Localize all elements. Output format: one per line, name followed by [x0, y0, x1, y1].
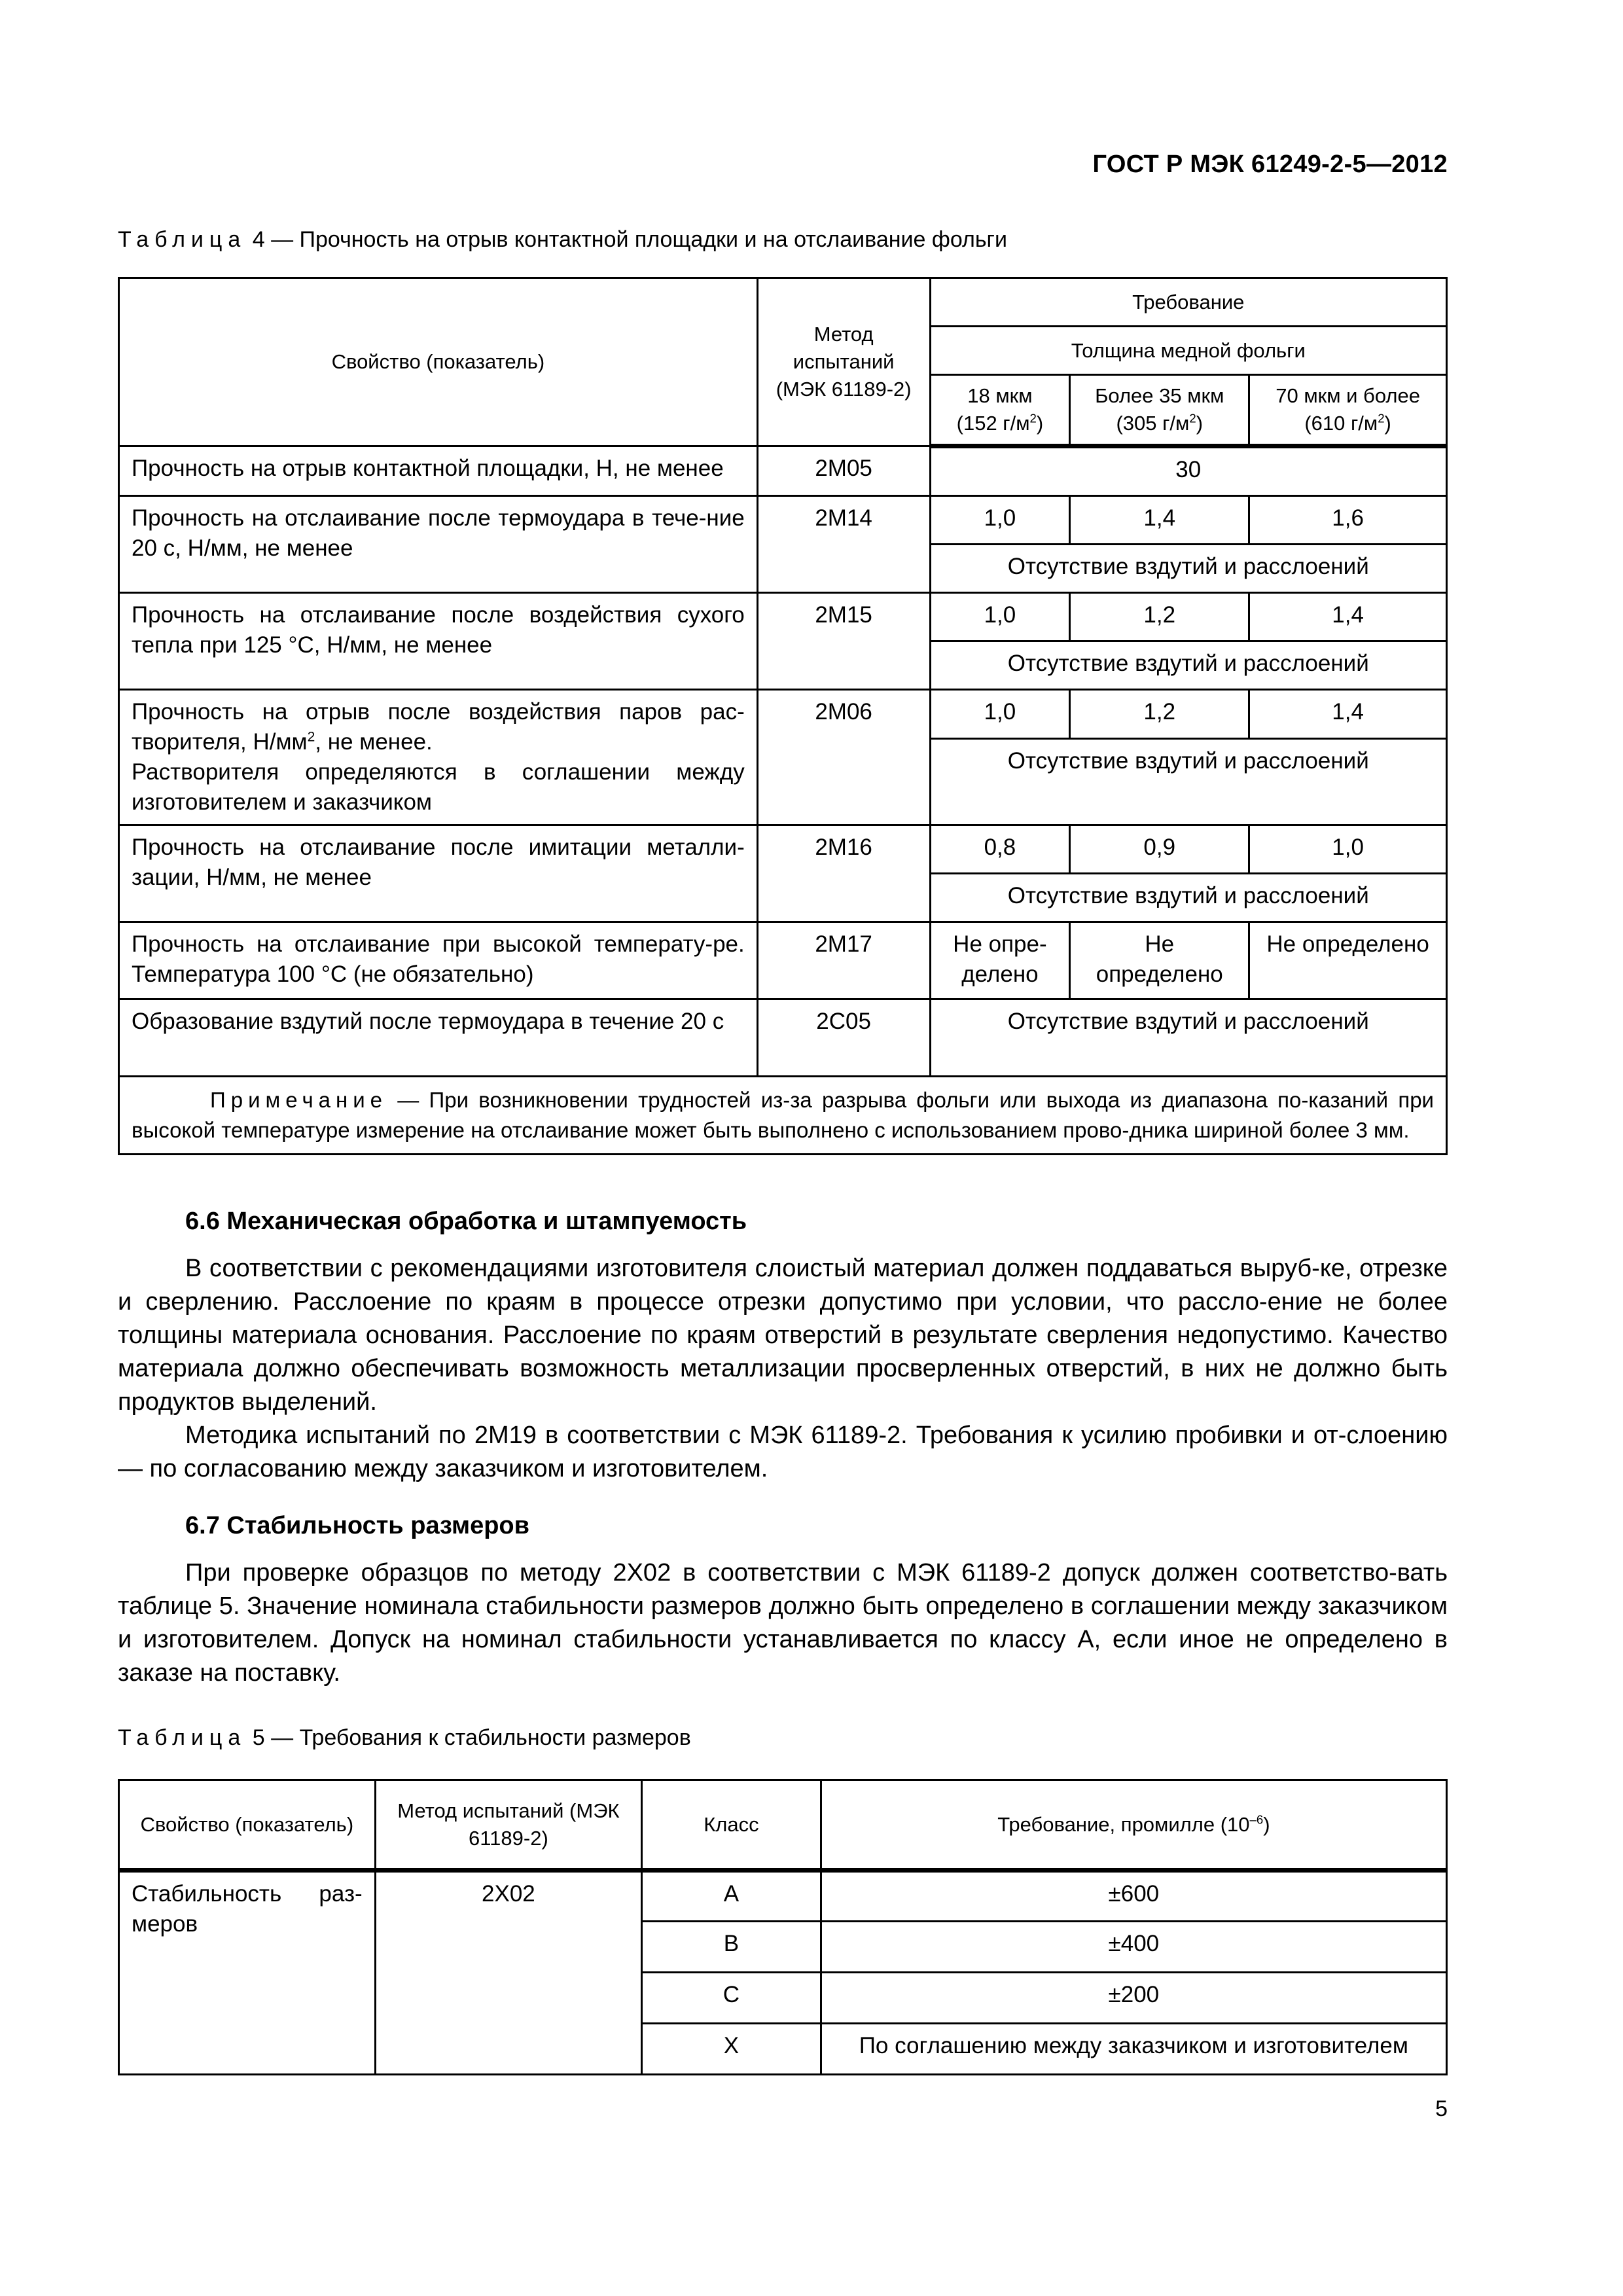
table-row — [119, 922, 1447, 999]
value-cell: ±600 — [821, 1871, 1446, 1922]
property-cell: Образование вздутий после термоудара в течение 20 с — [119, 999, 758, 1077]
method-cell: 2М14 — [757, 496, 930, 593]
class-cell: С — [642, 1973, 821, 2024]
method-cell: 2М16 — [757, 825, 930, 922]
method-cell: 2Х02 — [375, 1871, 641, 2075]
table5-caption-text: 5 — Требования к стабильности размеров — [246, 1725, 691, 1750]
value-cell: 0,9 — [1070, 825, 1249, 874]
value-cell: Отсутствие вздутий и расслоений — [930, 999, 1446, 1077]
table4-head-col3 — [1249, 375, 1447, 446]
value-cell: Не определено — [1070, 922, 1249, 999]
value-cell: Не опре-делено — [930, 922, 1070, 999]
table4 — [118, 277, 1448, 1155]
col2-line1: Более 35 мкм — [1095, 384, 1224, 407]
table5-caption-prefix: Таблица — [118, 1725, 247, 1750]
table5-head-requirement — [821, 1780, 1446, 1871]
section-6-6-paragraph-1: В соответствии с рекомендациями изготовителя слоистый материал должен поддаваться выруб-ке, отрезке и сверлению. Расслоение по краям в процессе отрезки допустимо при условии, что рассло-ение не более толщины материала основания. Расслоение по краям отверстий в результате сверления недопустимо. Качество материала должно обеспечивать возможность металлизации просверленных отверстий, в них не должно быть продуктов выделений. — [118, 1255, 1448, 1416]
property-text: Прочность на отрыв после воздействия паров рас-творителя, Н/мм — [132, 699, 745, 755]
section-6-6-title: 6.6 Механическая обработка и штампуемость — [185, 1208, 747, 1235]
col3-line1: 70 мкм и более — [1275, 384, 1420, 407]
value-cell: 1,6 — [1249, 496, 1447, 545]
value-cell: ±400 — [821, 1922, 1446, 1973]
table-row — [119, 690, 1447, 739]
method-cell: 2М17 — [757, 922, 930, 999]
value-cell: 1,0 — [930, 690, 1070, 739]
col3-close: ) — [1384, 412, 1391, 435]
col2-line2: (305 г/м — [1116, 412, 1190, 435]
requirement-text: Требование, промилле (10 — [997, 1812, 1250, 1836]
table-row — [119, 593, 1447, 641]
value-cell: 1,4 — [1249, 690, 1447, 739]
table4-caption-prefix: Таблица — [118, 227, 247, 252]
col2-close: ) — [1196, 412, 1204, 435]
page-number: 5 — [1435, 2096, 1448, 2121]
property-sup: 2 — [307, 729, 315, 745]
class-cell: В — [642, 1922, 821, 1973]
absence-cell: Отсутствие вздутий и расслоений — [930, 641, 1446, 690]
value-cell: 1,0 — [930, 496, 1070, 545]
table5-head-property: Свойство (показатель) — [119, 1780, 376, 1871]
note-text: — При возникновении трудностей из-за разрыва фольги или выхода из диапазона по-казаний при высокой температуре измерение на отслаивание может быть выполнено с использованием прово-дника шириной более 3 мм. — [132, 1088, 1434, 1142]
property-text: , не менее. — [315, 729, 433, 755]
property-cell: Прочность на отслаивание после имитации металли-зации, Н/мм, не менее — [119, 825, 758, 922]
value-cell: 1,0 — [1249, 825, 1447, 874]
property-text: Растворителя определяются в соглашении между изготовителем и заказчиком — [132, 759, 745, 815]
table4-head-property: Свойство (показатель) — [119, 278, 758, 446]
table5 — [118, 1779, 1448, 2075]
class-cell: А — [642, 1871, 821, 1922]
method-cell: 2М05 — [757, 446, 930, 496]
table5-head-class: Класс — [642, 1780, 821, 1871]
table4-caption — [118, 227, 1007, 253]
method-cell: 2С05 — [757, 999, 930, 1077]
property-cell: Прочность на отслаивание после термоудара в тече-ние 20 с, Н/мм, не менее — [119, 496, 758, 593]
table4-caption-text: 4 — Прочность на отрыв контактной площадки и на отслаивание фольги — [246, 227, 1007, 252]
table5-head-method: Метод испытаний (МЭК 61189-2) — [375, 1780, 641, 1871]
absence-cell: Отсутствие вздутий и расслоений — [930, 874, 1446, 922]
table4-head-thickness: Толщина медной фольги — [930, 327, 1446, 375]
section-6-7-paragraph-1: При проверке образцов по методу 2Х02 в соответствии с МЭК 61189-2 допуск должен соответство-вать таблице 5. Значение номинала стабильности размеров должно быть определено в соглашении между заказчиком и изготовителем. Допуск на номинал стабильности устанавливается по классу А, если иное не определено в заказе на поставку. — [118, 1559, 1448, 1687]
table4-note-row — [119, 1077, 1447, 1155]
value-cell: 1,2 — [1070, 690, 1249, 739]
table4-head-method: Метод испытаний (МЭК 61189-2) — [757, 278, 930, 446]
requirement-exp: –6 — [1249, 1812, 1264, 1827]
property-cell — [119, 690, 758, 825]
table-row — [119, 825, 1447, 874]
value-cell: 1,4 — [1070, 496, 1249, 545]
class-cell: Х — [642, 2024, 821, 2075]
col2-sup: 2 — [1189, 411, 1196, 425]
method-cell: 2М15 — [757, 593, 930, 690]
col1-close: ) — [1036, 412, 1044, 435]
absence-cell: Отсутствие вздутий и расслоений — [930, 739, 1446, 825]
note-prefix: Примечание — [210, 1088, 388, 1112]
property-cell: Прочность на отрыв контактной площадки, Н, не менее — [119, 446, 758, 496]
value-cell: 1,0 — [930, 593, 1070, 641]
document-code: ГОСТ Р МЭК 61249-2-5—2012 — [1092, 151, 1448, 178]
requirement-close: ) — [1263, 1812, 1270, 1836]
value-cell: Не определено — [1249, 922, 1447, 999]
value-cell: 1,4 — [1249, 593, 1447, 641]
col1-line2: (152 г/м — [956, 412, 1030, 435]
property-cell: Стабильность раз-меров — [119, 1871, 376, 2075]
property-cell: Прочность на отслаивание при высокой температу-ре. Температура 100 °С (не обязательно) — [119, 922, 758, 999]
method-cell: 2М06 — [757, 690, 930, 825]
table4-head-requirement: Требование — [930, 278, 1446, 327]
value-cell: ±200 — [821, 1973, 1446, 2024]
value-cell: 0,8 — [930, 825, 1070, 874]
value-cell: По соглашению между заказчиком и изготовителем — [821, 2024, 1446, 2075]
value-cell: 30 — [930, 446, 1446, 496]
table4-head-col2 — [1070, 375, 1249, 446]
col3-line2: (610 г/м — [1304, 412, 1378, 435]
table4-head-col1 — [930, 375, 1070, 446]
section-6-7-title: 6.7 Стабильность размеров — [185, 1512, 530, 1539]
table-row — [119, 999, 1447, 1077]
property-cell: Прочность на отслаивание после воздействия сухого тепла при 125 °С, Н/мм, не менее — [119, 593, 758, 690]
col1-sup: 2 — [1029, 411, 1037, 425]
absence-cell: Отсутствие вздутий и расслоений — [930, 545, 1446, 593]
col3-sup: 2 — [1378, 411, 1385, 425]
section-6-6-paragraph-2: Методика испытаний по 2М19 в соответствии с МЭК 61189-2. Требования к усилию пробивки и от-слоению — по согласованию между заказчиком и изготовителем. — [118, 1422, 1448, 1482]
table-row — [119, 1871, 1447, 1922]
table-row — [119, 446, 1447, 496]
table5-caption — [118, 1725, 691, 1751]
table-row — [119, 496, 1447, 545]
table4-note — [119, 1077, 1447, 1155]
col1-line1: 18 мкм — [967, 384, 1033, 407]
value-cell: 1,2 — [1070, 593, 1249, 641]
